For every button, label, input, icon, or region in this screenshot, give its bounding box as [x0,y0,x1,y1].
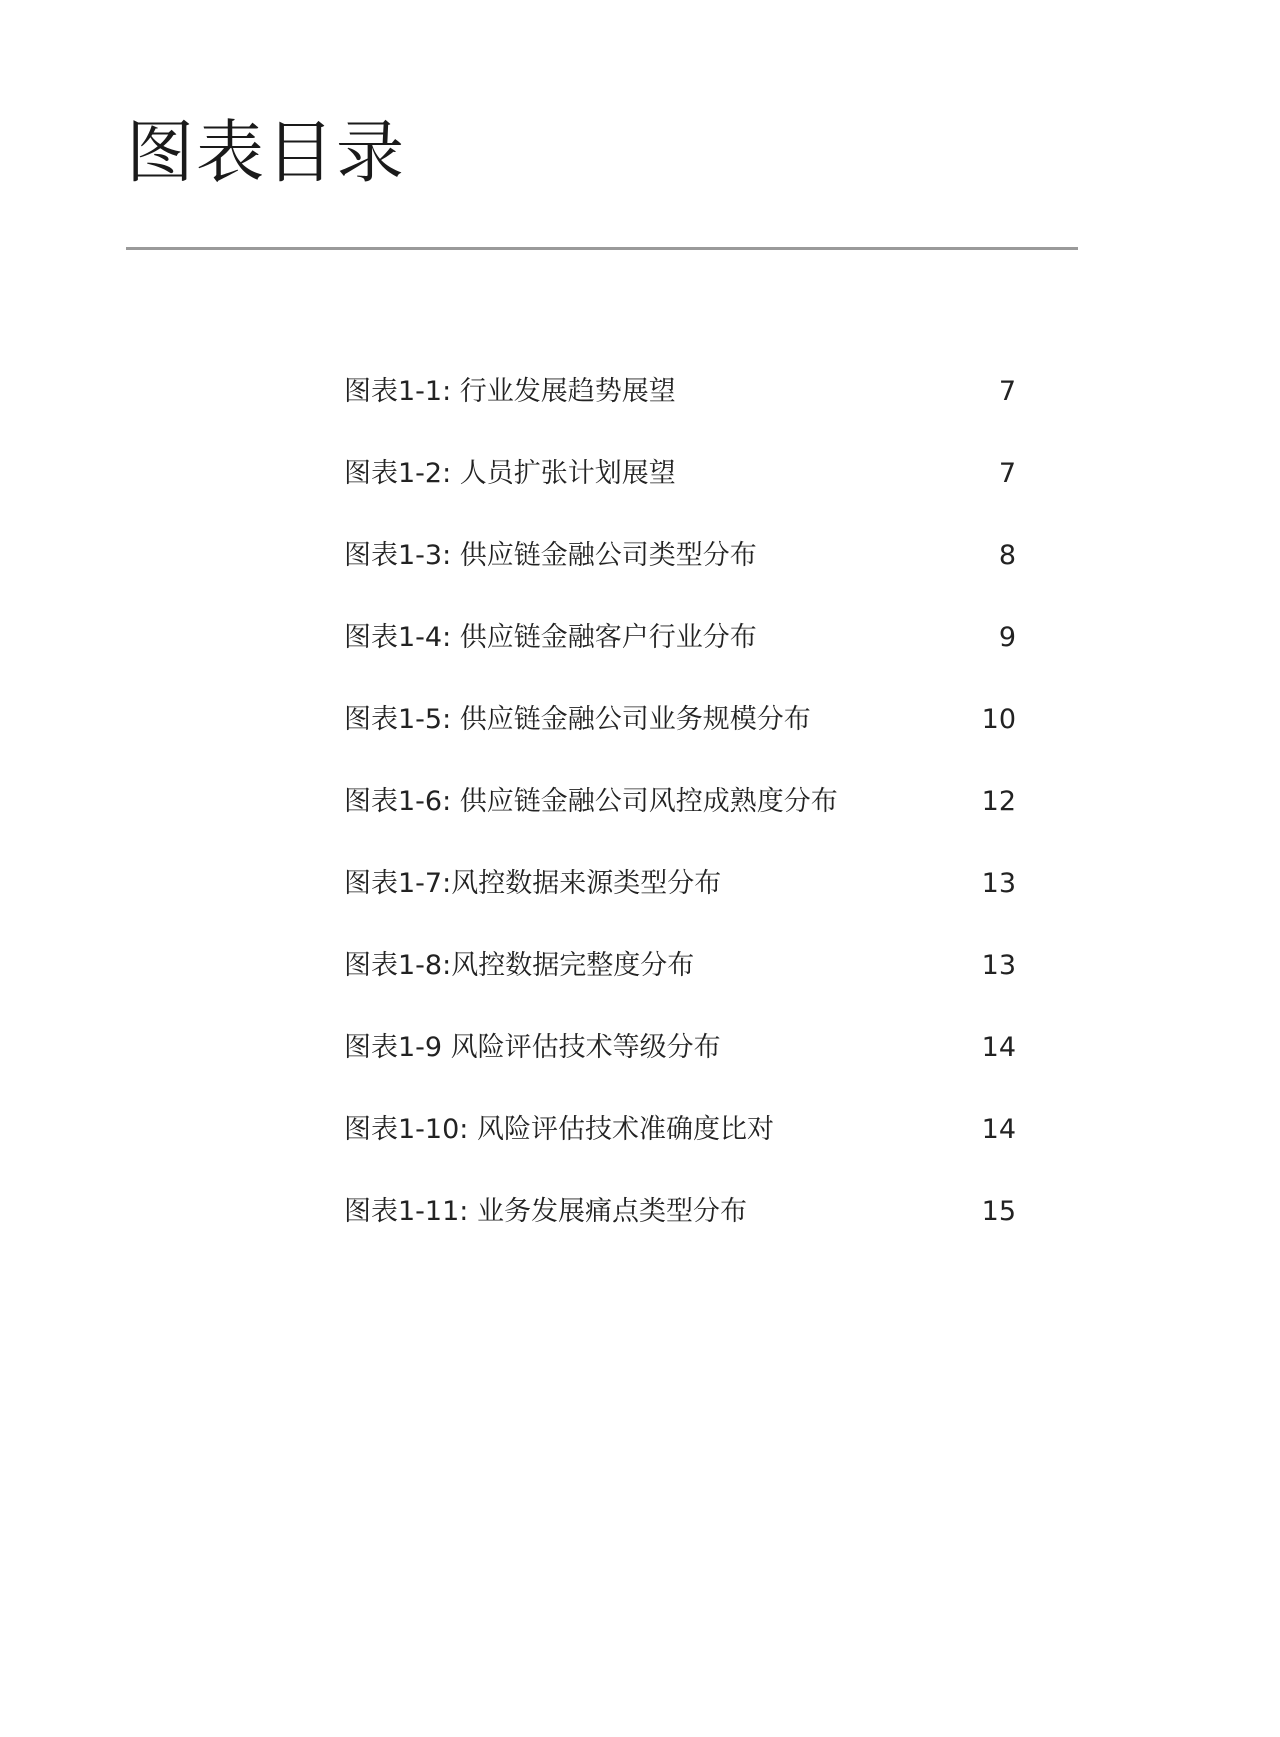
toc-entry-label: 图表1-9 风险评估技术等级分布 [344,1032,721,1063]
title-divider [126,247,1078,250]
toc-entry-page-number: 9 [998,622,1016,653]
page-title: 图表目录 [126,114,407,193]
toc-entry-page-number: 14 [981,1114,1016,1145]
toc-entry[interactable] [344,1108,1016,1190]
toc-entry[interactable] [344,534,1016,616]
table-of-figures [344,370,1016,1272]
toc-entry-page-number: 8 [998,540,1016,571]
toc-entry[interactable] [344,698,1016,780]
toc-entry-page-number: 10 [981,704,1016,735]
toc-entry-label: 图表1-8:风控数据完整度分布 [344,950,695,981]
toc-entry-label: 图表1-7:风控数据来源类型分布 [344,868,722,899]
toc-entry-page-number: 12 [981,786,1016,817]
toc-entry-label: 图表1-3: 供应链金融公司类型分布 [344,540,757,571]
toc-entry-label: 图表1-5: 供应链金融公司业务规模分布 [344,704,811,735]
toc-entry-label: 图表1-2: 人员扩张计划展望 [344,458,676,489]
toc-entry[interactable] [344,616,1016,698]
toc-entry-label: 图表1-11: 业务发展痛点类型分布 [344,1196,747,1227]
toc-entry-page-number: 14 [981,1032,1016,1063]
toc-entry-page-number: 15 [981,1196,1016,1227]
toc-entry[interactable] [344,944,1016,1026]
toc-entry-page-number: 13 [981,868,1016,899]
toc-entry[interactable] [344,1026,1016,1108]
toc-entry[interactable] [344,452,1016,534]
toc-entry-label: 图表1-6: 供应链金融公司风控成熟度分布 [344,786,838,817]
toc-entry-label: 图表1-1: 行业发展趋势展望 [344,376,676,407]
toc-entry-label: 图表1-4: 供应链金融客户行业分布 [344,622,757,653]
toc-entry-label: 图表1-10: 风险评估技术准确度比对 [344,1114,774,1145]
toc-entry[interactable] [344,370,1016,452]
toc-entry-page-number: 7 [998,376,1016,407]
toc-entry[interactable] [344,780,1016,862]
toc-entry-page-number: 13 [981,950,1016,981]
toc-entry[interactable] [344,862,1016,944]
toc-entry-page-number: 7 [998,458,1016,489]
toc-entry[interactable] [344,1190,1016,1272]
